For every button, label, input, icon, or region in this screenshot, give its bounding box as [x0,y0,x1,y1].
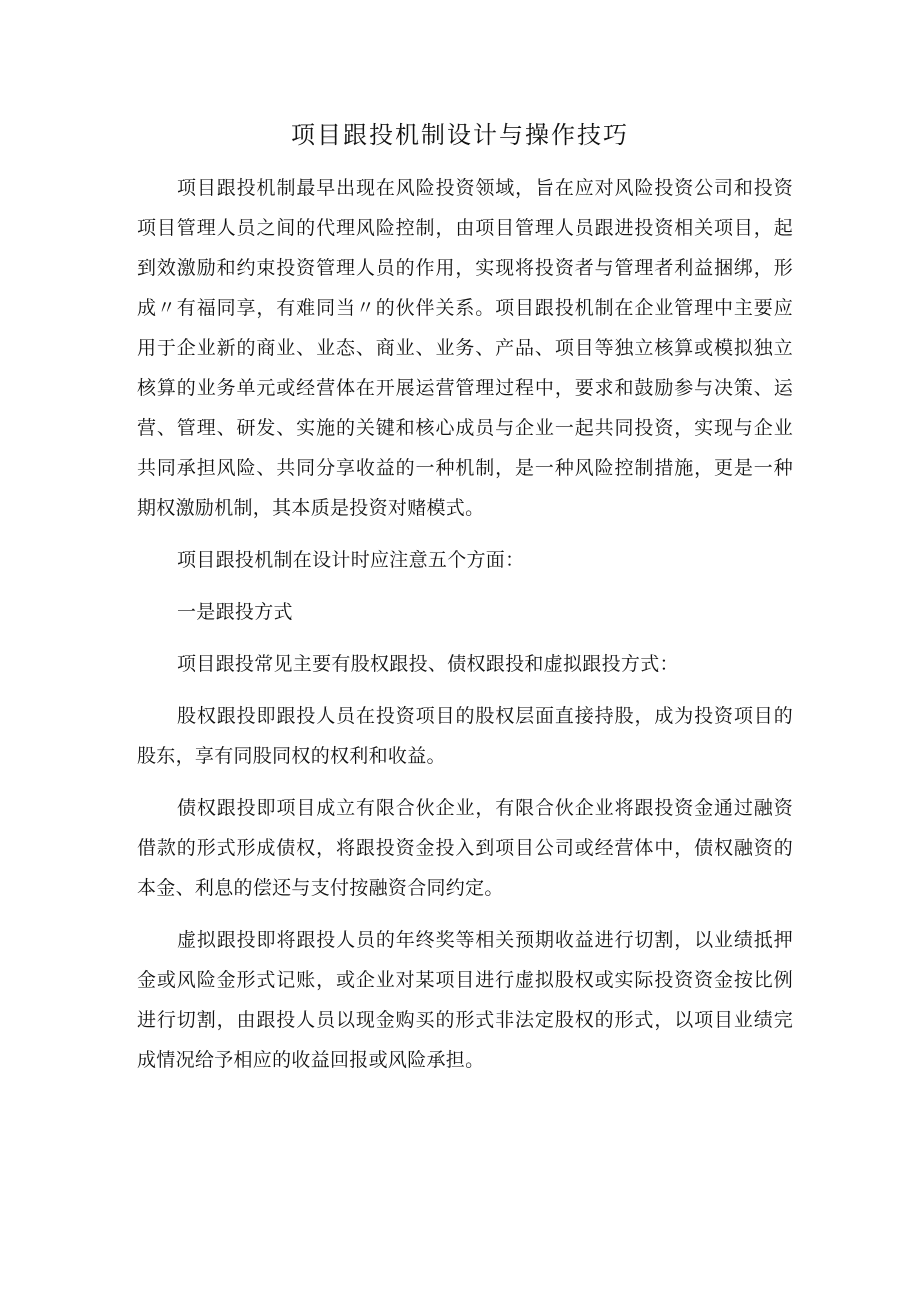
paragraph-methods-overview: 项目跟投常见主要有股权跟投、债权跟投和虚拟跟投方式： [177,653,679,675]
paragraph-debt-coinvest: 债权跟投即项目成立有限合伙企业，有限合伙企业将跟投资金通过融资借款的形式形成债权，将跟投资金投入到项目公司或经营体中，债权融资的本金、利息的偿还与支付按融资合同约定。 [137,797,793,899]
paragraph-heading-investment-method: 一是跟投方式 [177,601,293,623]
paragraph-equity-coinvest: 股权跟投即跟投人员在投资项目的股权层面直接持股，成为投资项目的股东，享有同股同权的权利和收益。 [137,705,793,767]
paragraph-five-aspects: 项目跟投机制在设计时应注意五个方面： [177,549,525,571]
paragraph-intro: 项目跟投机制最早出现在风险投资领域，旨在应对风险投资公司和投资项目管理人员之间的代理风险控制，由项目管理人员跟进投资相关项目，起到效激励和约束投资管理人员的作用，实现将投资者与管理者利益捆绑，形成〃有福同享，有难同当〃的伙伴关系。项目跟投机制在企业管理中主要应用于企业新的商业、业态、商业、业务、产品、项目等独立核算或模拟独立核算的业务单元或经营体在开展运营管理过程中，要求和鼓励参与决策、运营、管理、研发、实施的关键和核心成员与企业一起共同投资，实现与企业共同承担风险、共同分享收益的一种机制，是一种风险控制措施，更是一种期权激励机制，其本质是投资对赌模式。 [137,177,793,519]
document-title: 项目跟投机制设计与操作技巧 [291,121,629,149]
document-body [137,168,793,1080]
paragraph-virtual-coinvest: 虚拟跟投即将跟投人员的年终奖等相关预期收益进行切割，以业绩抵押金或风险金形式记账，或企业对某项目进行虚拟股权或实际投资资金按比例进行切割，由跟投人员以现金购买的形式非法定股权的形式，以项目业绩完成情况给予相应的收益回报或风险承担。 [137,929,793,1071]
